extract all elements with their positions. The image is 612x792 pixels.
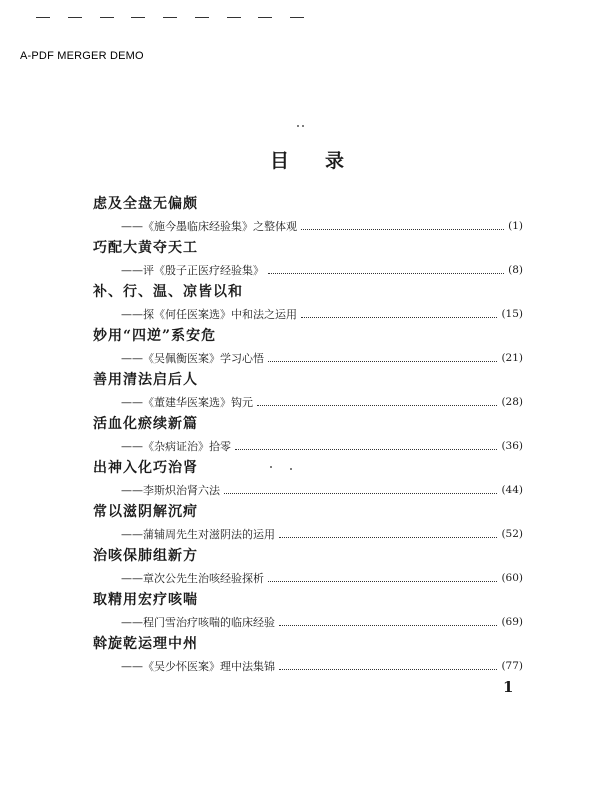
toc-entry-subtitle: ——蒲辅周先生对滋阴法的运用 — [121, 528, 275, 541]
dash — [227, 17, 241, 18]
toc-entry-title: 活血化瘀续新篇 — [93, 416, 198, 432]
toc-entry-subtitle: ——《施今墨临床经验集》之整体观 — [121, 220, 297, 233]
toc-entry-title: 治咳保肺组新方 — [93, 548, 198, 564]
toc-entry-title: 巧配大黄夺天工 — [93, 240, 198, 256]
toc-entry[interactable] — [93, 193, 523, 237]
dot-leader — [224, 493, 497, 494]
toc-entry-page: (1) — [508, 220, 523, 232]
dot-leader — [301, 317, 497, 318]
toc-entry-title: 斡旋乾运理中州 — [93, 636, 198, 652]
toc-entry-title: 妙用“四逆”系安危 — [93, 328, 217, 344]
dot-leader — [301, 229, 504, 230]
toc-entry-subtitle-row — [121, 523, 523, 545]
toc-entry[interactable] — [93, 589, 523, 633]
toc-entry-subtitle-row — [121, 611, 523, 633]
toc-entry-subtitle: ——《杂病证治》拾零 — [121, 440, 231, 453]
toc-entry-page: (28) — [501, 396, 523, 408]
toc-entry[interactable] — [93, 413, 523, 457]
dash — [131, 17, 145, 18]
dot-leader — [268, 273, 504, 274]
toc-entry-page: (15) — [501, 308, 523, 320]
toc-entry-page: (44) — [501, 484, 523, 496]
page-title — [200, 146, 412, 173]
toc-entry[interactable] — [93, 457, 523, 501]
scan-speck — [302, 125, 304, 127]
dash — [290, 17, 304, 18]
page-number: 1 — [503, 678, 514, 696]
toc-entry-title: 虑及全盘无偏颇 — [93, 196, 198, 212]
toc-entry-subtitle: ——探《何任医案选》中和法之运用 — [121, 308, 297, 321]
toc-entry[interactable] — [93, 281, 523, 325]
toc-entry-subtitle: ——评《殷子正医疗经验集》 — [121, 264, 264, 277]
toc-entry[interactable] — [93, 325, 523, 369]
toc-entry-subtitle: ——《吴少怀医案》理中法集锦 — [121, 660, 275, 673]
dot-leader — [268, 361, 497, 362]
toc-entry-page: (69) — [501, 616, 523, 628]
toc-entry-subtitle-row — [121, 567, 523, 589]
dot-leader — [279, 669, 497, 670]
dash — [100, 17, 114, 18]
toc-entry-subtitle-row — [121, 435, 523, 457]
toc-entry-page: (60) — [501, 572, 523, 584]
title-char: 录 — [324, 150, 344, 172]
toc-entry-subtitle-row — [121, 347, 523, 369]
dot-leader — [235, 449, 497, 450]
toc-entry[interactable] — [93, 237, 523, 281]
toc-entry-subtitle: ——章次公先生治咳经验探析 — [121, 572, 264, 585]
toc-entry-title: 补、行、温、凉皆以和 — [93, 284, 243, 300]
toc-entry-subtitle-row — [121, 259, 523, 281]
toc-entry-subtitle-row — [121, 303, 523, 325]
toc-entry-subtitle: ——《董建华医案选》钩元 — [121, 396, 253, 409]
dash — [68, 17, 82, 18]
toc-entry-title: 取精用宏疗咳喘 — [93, 592, 198, 608]
toc-entry-subtitle-row — [121, 391, 523, 413]
toc-entry-title: 常以滋阴解沉疴 — [93, 504, 198, 520]
toc-entry-subtitle: ——李斯炽治肾六法 — [121, 484, 220, 497]
toc-entry-subtitle: ——《吴佩衡医案》学习心悟 — [121, 352, 264, 365]
dot-leader — [279, 625, 497, 626]
scan-speck — [297, 125, 299, 127]
dash — [195, 17, 209, 18]
toc-entry-page: (77) — [501, 660, 523, 672]
toc-entry-subtitle-row — [121, 215, 523, 237]
watermark: A-PDF MERGER DEMO — [20, 50, 144, 62]
dot-leader — [279, 537, 497, 538]
toc-entry-page: (21) — [501, 352, 523, 364]
dot-leader — [257, 405, 497, 406]
toc-entry-subtitle-row — [121, 479, 523, 501]
toc-entry[interactable] — [93, 633, 523, 677]
toc-entry-subtitle: ——程门雪治疗咳喘的临床经验 — [121, 616, 275, 629]
toc-entry[interactable] — [93, 545, 523, 589]
toc-entry-subtitle-row — [121, 655, 523, 677]
toc-entry-page: (8) — [508, 264, 523, 276]
toc-entry-title: 出神入化巧治肾 — [93, 460, 198, 476]
table-of-contents — [93, 193, 523, 677]
dash — [36, 17, 50, 18]
dash — [163, 17, 177, 18]
toc-entry-page: (36) — [501, 440, 523, 452]
dot-leader — [268, 581, 497, 582]
toc-entry[interactable] — [93, 501, 523, 545]
dash — [258, 17, 272, 18]
toc-entry-title: 善用清法启后人 — [93, 372, 198, 388]
toc-entry[interactable] — [93, 369, 523, 413]
title-char: 目 — [270, 150, 290, 172]
header-dash-line — [36, 17, 304, 19]
toc-entry-page: (52) — [501, 528, 523, 540]
